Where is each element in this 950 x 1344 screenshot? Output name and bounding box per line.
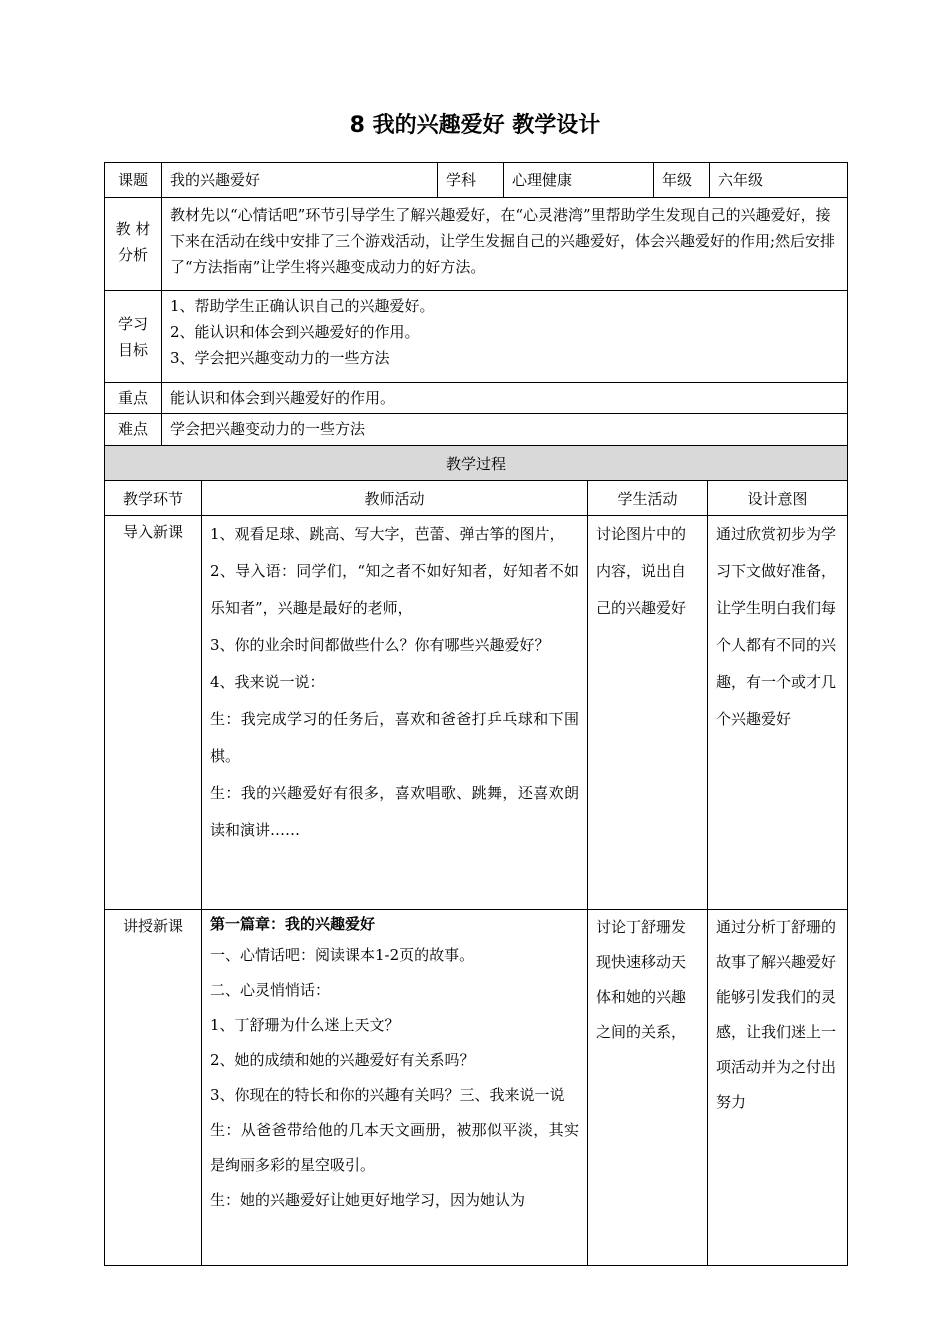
difficult-text: 学会把兴趣变动力的一些方法 [162,414,848,446]
table-row [105,910,848,1266]
teacher-line: 2、她的成绩和她的兴趣爱好有关系吗？ [210,1051,475,1069]
column-header: 教师活动 [202,481,588,516]
info-table [104,162,848,446]
intent-cell: 通过欣赏初步为学习下文做好准备，让学生明白我们每个人都有不同的兴趣，有一个或才几个兴趣爱好 [708,516,848,910]
student-cell: 讨论丁舒珊发现快速移动天体和她的兴趣之间的关系， [588,910,708,1266]
teacher-line: 1、丁舒珊为什么迷上天文？ [210,1016,400,1034]
goal-item: 2、能认识和体会到兴趣爱好的作用。 [170,323,420,341]
table-row [105,516,848,910]
teacher-line: 生：从爸爸带给他的几本天文画册，被那似平淡，其实是绚丽多彩的星空吸引。 [210,1121,579,1174]
teacher-line: 1、观看足球、跳高、写大字，芭蕾、弹古筝的图片， [210,525,565,543]
intent-cell: 通过分析丁舒珊的故事了解兴趣爱好能够引发我们的灵感，让我们迷上一项活动并为之付出努力 [708,910,848,1266]
stage-cell: 讲授新课 [105,910,202,1266]
teacher-cell [202,910,588,1266]
teacher-line: 3、你现在的特长和你的兴趣有关吗？三、我来说一说 [210,1086,565,1104]
subject-label: 学科 [438,163,504,198]
column-header: 设计意图 [708,481,848,516]
teacher-line: 生：我的兴趣爱好有很多，喜欢唱歌、跳舞，还喜欢朗读和演讲…… [210,784,579,839]
goal-item: 1、帮助学生正确认识自己的兴趣爱好。 [170,297,435,315]
teacher-line: 2、导入语：同学们，“知之者不如好知者，好知者不如乐知者”，兴趣是最好的老师， [210,562,579,617]
grade-label: 年级 [654,163,710,198]
goals-label: 学习 目标 [105,291,162,383]
teacher-line: 4、我来说一说： [210,673,325,691]
teacher-line: 生：我完成学习的任务后，喜欢和爸爸打乒乓球和下围棋。 [210,710,579,765]
goals-list [162,291,848,383]
difficult-label: 难点 [105,414,162,446]
process-heading: 教学过程 [105,446,848,481]
key-row [105,383,848,414]
key-text: 能认识和体会到兴趣爱好的作用。 [162,383,848,414]
teacher-line: 一、心情话吧：阅读课本1-2页的故事。 [210,946,475,964]
topic-value: 我的兴趣爱好 [162,163,438,198]
goals-row [105,291,848,383]
student-cell: 讨论图片中的内容，说出自己的兴趣爱好 [588,516,708,910]
column-header: 学生活动 [588,481,708,516]
key-label: 重点 [105,383,162,414]
teacher-line: 生：她的兴趣爱好让她更好地学习，因为她认为 [210,1191,526,1209]
column-header: 教学环节 [105,481,202,516]
page-title: 8 我的兴趣爱好 教学设计 [349,113,601,138]
teacher-line: 3、你的业余时间都做些什么？你有哪些兴趣爱好？ [210,636,550,654]
analysis-row [105,198,848,291]
analysis-label: 教 材 分析 [105,198,162,291]
teacher-cell [202,516,588,910]
process-heading-row [105,446,848,481]
topic-row [105,163,848,198]
difficult-row [105,414,848,446]
topic-label: 课题 [105,163,162,198]
analysis-text: 教材先以“心情话吧”环节引导学生了解兴趣爱好，在“心灵港湾”里帮助学生发现自己的兴趣爱好，接下来在活动在线中安排了三个游戏活动，让学生发掘自己的兴趣爱好，体会兴趣爱好的作用;然后安排了“方法指南”让学生将兴趣变成动力的好方法。 [162,198,848,291]
subject-value: 心理健康 [504,163,654,198]
teacher-line: 二、心灵悄悄话： [210,981,331,999]
grade-value: 六年级 [710,163,848,198]
teacher-heading: 第一篇章：我的兴趣爱好 [210,915,376,933]
stage-cell: 导入新课 [105,516,202,910]
process-table [104,445,848,1266]
goal-item: 3、学会把兴趣变动力的一些方法 [170,349,390,367]
column-header-row [105,481,848,516]
